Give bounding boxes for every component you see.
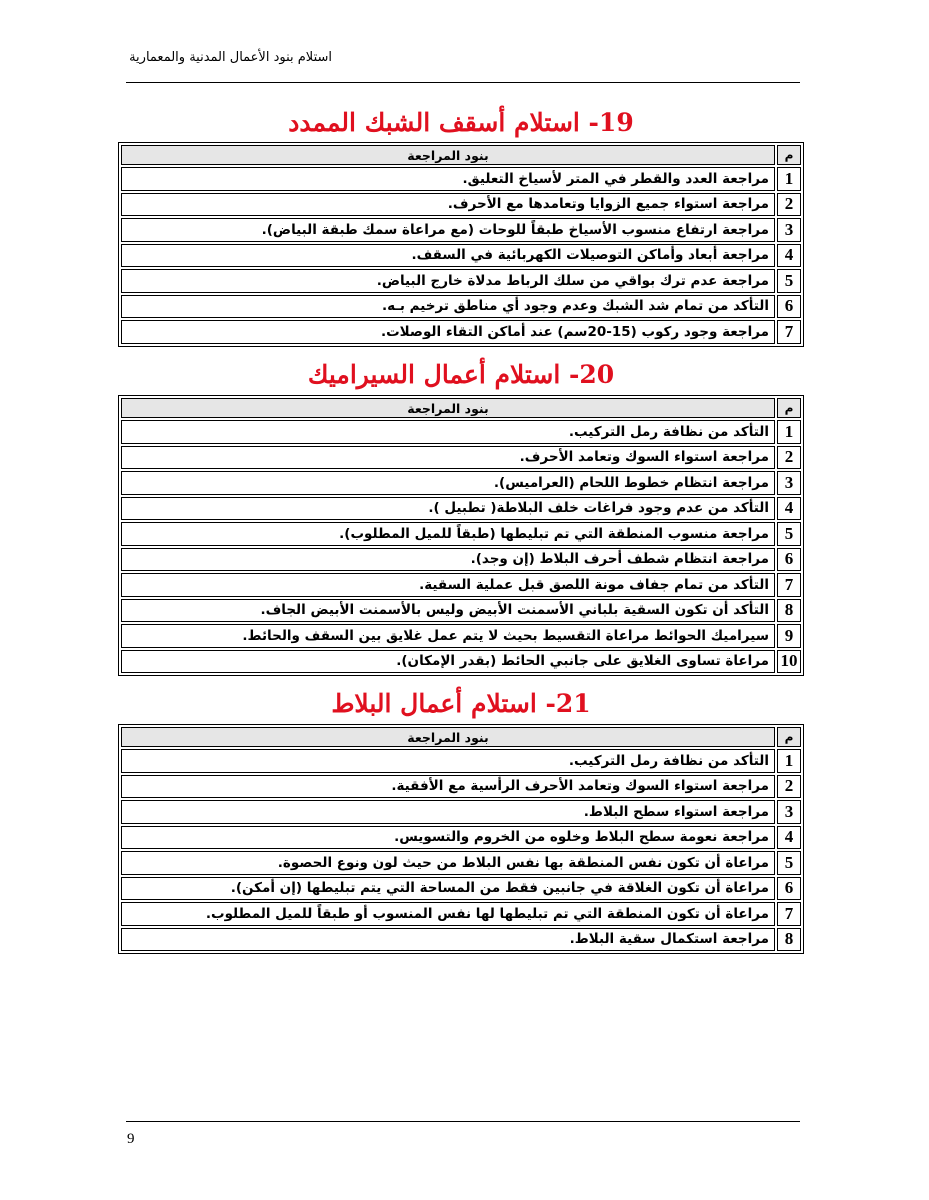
row-number: 4 (777, 826, 801, 850)
row-number: 8 (777, 928, 801, 952)
row-text: مراجعة نعومة سطح البلاط وخلوه من الخروم والتسويس. (121, 826, 775, 850)
table-row (121, 471, 801, 495)
row-text: مراجعة استواء السوك وتعامد الأحرف الرأسية مع الأفقية. (121, 775, 775, 799)
row-text: التأكد من عدم وجود فراغات خلف البلاطة( تطبيل ). (121, 497, 775, 521)
table-row (121, 928, 801, 952)
row-number: 3 (777, 471, 801, 495)
col-items-header: بنود المراجعة (121, 727, 775, 747)
table-row (121, 497, 801, 521)
table-row (121, 244, 801, 268)
row-text: مراجعة العدد والقطر في المتر لأسياخ التعليق. (121, 167, 775, 191)
row-text: مراعاة أن تكون المنطقة التي تم تبليطها لها نفس المنسوب أو طبقاً للميل المطلوب. (121, 902, 775, 926)
section-21-table (118, 724, 804, 954)
table-header-row (121, 727, 801, 747)
footer-rule (126, 1121, 800, 1122)
row-number: 10 (777, 650, 801, 674)
table-row (121, 420, 801, 444)
section-20-table (118, 395, 804, 676)
row-number: 1 (777, 167, 801, 191)
table-row (121, 522, 801, 546)
section-21-title: 21- استلام أعمال البلاط (331, 689, 591, 718)
row-number: 1 (777, 749, 801, 773)
table-row (121, 295, 801, 319)
table-row (121, 573, 801, 597)
section-19-title: 19- استلام أسقف الشبك الممدد (288, 108, 634, 137)
row-number: 6 (777, 877, 801, 901)
row-number: 1 (777, 420, 801, 444)
row-text: التأكد من نظافة رمل التركيب. (121, 749, 775, 773)
running-header: استلام بنود الأعمال المدنية والمعمارية (129, 50, 332, 65)
table-row (121, 624, 801, 648)
row-text: مراجعة أبعاد وأماكن التوصيلات الكهربائية في السقف. (121, 244, 775, 268)
row-text: مراعاة أن تكون الغلاقة في جانبين فقط من المساحة التي يتم تبليطها (إن أمكن). (121, 877, 775, 901)
table-row (121, 446, 801, 470)
table-row (121, 650, 801, 674)
table-row (121, 749, 801, 773)
table-row (121, 193, 801, 217)
col-items-header: بنود المراجعة (121, 145, 775, 165)
table-row (121, 167, 801, 191)
section-19-table (118, 142, 804, 347)
row-text: مراجعة عدم ترك بواقي من سلك الرباط مدلاة خارج البياض. (121, 269, 775, 293)
row-text: مراجعة استواء سطح البلاط. (121, 800, 775, 824)
table-row (121, 599, 801, 623)
col-number-header: م (777, 145, 801, 165)
row-text: مراعاة أن تكون نفس المنطقة بها نفس البلاط من حيث لون ونوع الحصوة. (121, 851, 775, 875)
page-number: 9 (127, 1131, 135, 1147)
row-text: مراجعة استواء جميع الزوايا وتعامدها مع الأحرف. (121, 193, 775, 217)
table-row (121, 877, 801, 901)
row-number: 3 (777, 218, 801, 242)
row-text: مراجعة استواء السوك وتعامد الأحرف. (121, 446, 775, 470)
table-row (121, 800, 801, 824)
row-text: سيراميك الحوائط مراعاة التقسيط بحيث لا يتم عمل غلايق بين السقف والحائط. (121, 624, 775, 648)
row-text: مراجعة انتظام شطف أحرف البلاط (إن وجد). (121, 548, 775, 572)
row-text: مراجعة منسوب المنطقة التي تم تبليطها (طبقاً للميل المطلوب). (121, 522, 775, 546)
table-row (121, 826, 801, 850)
row-text: مراجعة وجود ركوب (15-20سم) عند أماكن التقاء الوصلات. (121, 320, 775, 344)
row-number: 9 (777, 624, 801, 648)
row-number: 2 (777, 193, 801, 217)
table-row (121, 218, 801, 242)
row-number: 5 (777, 851, 801, 875)
row-number: 7 (777, 902, 801, 926)
row-text: مراجعة ارتفاع منسوب الأسياخ طبقاً للوحات (مع مراعاة سمك طبقة البياض). (121, 218, 775, 242)
header-rule (126, 82, 800, 83)
row-number: 6 (777, 548, 801, 572)
row-text: التأكد من تمام جفاف مونة اللصق قبل عملية السقية. (121, 573, 775, 597)
row-text: مراجعة استكمال سقية البلاط. (121, 928, 775, 952)
table-row (121, 548, 801, 572)
table-row (121, 851, 801, 875)
col-number-header: م (777, 398, 801, 418)
table-row (121, 269, 801, 293)
row-number: 2 (777, 446, 801, 470)
row-number: 7 (777, 320, 801, 344)
row-number: 7 (777, 573, 801, 597)
table-header-row (121, 398, 801, 418)
row-text: مراعاة تساوى الغلايق على جانبي الحائط (بقدر الإمكان). (121, 650, 775, 674)
row-number: 3 (777, 800, 801, 824)
table-row (121, 320, 801, 344)
row-number: 8 (777, 599, 801, 623)
row-text: التأكد أن تكون السقية بلباني الأسمنت الأبيض وليس بالأسمنت الأبيض الجاف. (121, 599, 775, 623)
row-text: مراجعة انتظام خطوط اللحام (العراميس). (121, 471, 775, 495)
col-items-header: بنود المراجعة (121, 398, 775, 418)
row-number: 5 (777, 522, 801, 546)
row-number: 4 (777, 244, 801, 268)
row-number: 6 (777, 295, 801, 319)
table-row (121, 775, 801, 799)
row-number: 2 (777, 775, 801, 799)
row-text: التأكد من تمام شد الشبك وعدم وجود أي مناطق ترخيم بـه. (121, 295, 775, 319)
row-number: 5 (777, 269, 801, 293)
section-20-title: 20- استلام أعمال السيراميك (307, 360, 615, 389)
table-header-row (121, 145, 801, 165)
col-number-header: م (777, 727, 801, 747)
row-text: التأكد من نظافة رمل التركيب. (121, 420, 775, 444)
table-row (121, 902, 801, 926)
row-number: 4 (777, 497, 801, 521)
